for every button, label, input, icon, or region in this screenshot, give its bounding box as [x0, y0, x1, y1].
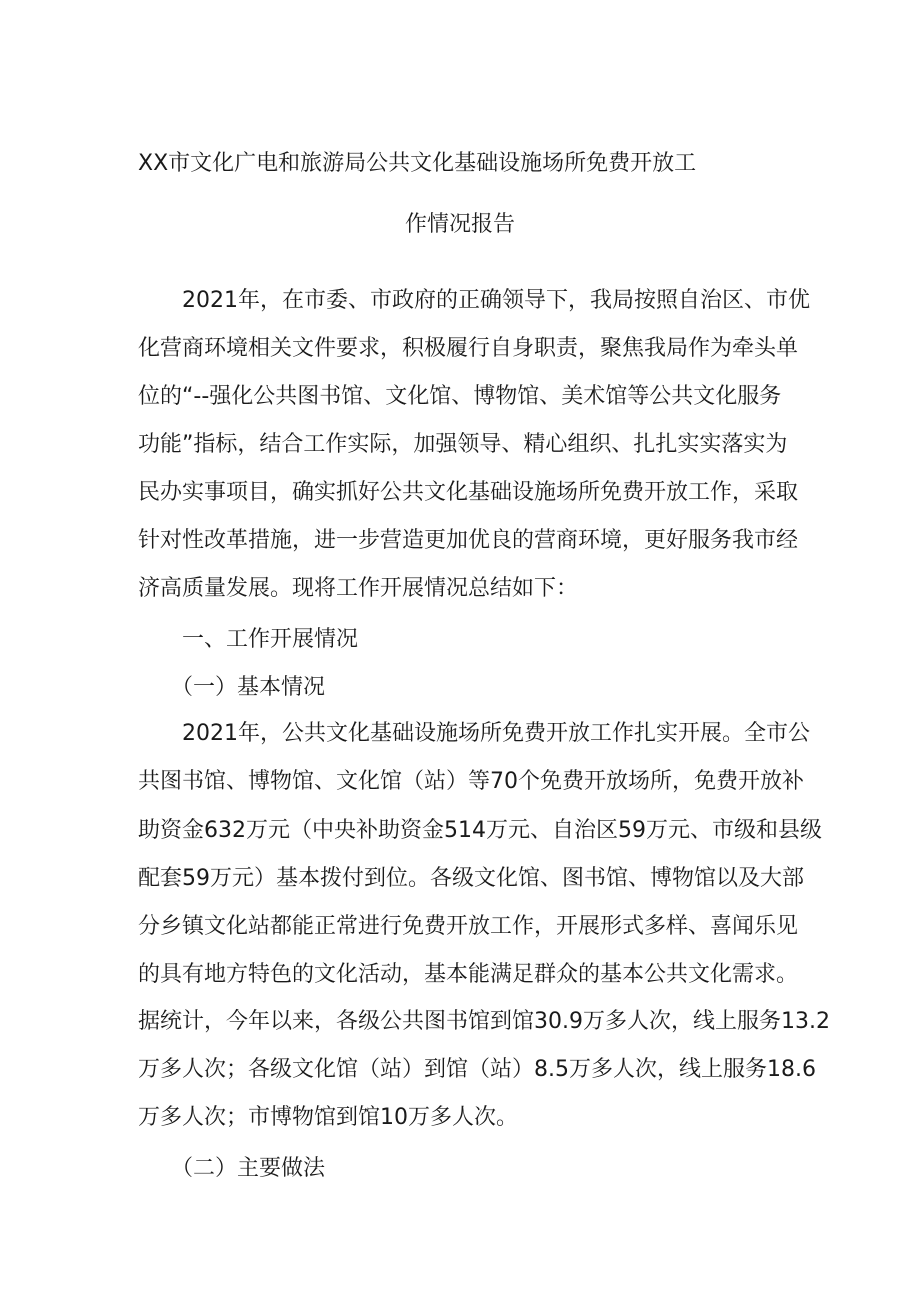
body-line: 助资金632万元（中央补助资金514万元、自治区59万元、市级和县级	[138, 818, 822, 843]
document-title-line-2: 作情况报告	[404, 212, 515, 237]
subsection-heading: （二）主要做法	[138, 1156, 326, 1181]
body-line: 2021年，在市委、市政府的正确领导下，我局按照自治区、市优	[138, 288, 810, 313]
body-line: 共图书馆、博物馆、文化馆（站）等70个免费开放场所，免费开放补	[138, 769, 804, 794]
body-line: 万多人次；市博物馆到馆10万多人次。	[138, 1105, 518, 1130]
document-title-line-1: XX市文化广电和旅游局公共文化基础设施场所免费开放工	[138, 151, 697, 176]
body-line: 据统计，今年以来，各级公共图书馆到馆30.9万多人次，线上服务13.2	[138, 1009, 830, 1034]
body-line: 万多人次；各级文化馆（站）到馆（站）8.5万多人次，线上服务18.6	[138, 1057, 816, 1082]
body-line: 针对性改革措施，进一步营造更加优良的营商环境，更好服务我市经	[138, 528, 799, 553]
body-line: 位的“--强化公共图书馆、文化馆、博物馆、美术馆等公共文化服务	[138, 384, 782, 409]
body-line: 分乡镇文化站都能正常进行免费开放工作，开展形式多样、喜闻乐见	[138, 914, 799, 939]
body-line: 2021年，公共文化基础设施场所免费开放工作扎实开展。全市公	[138, 721, 810, 746]
body-line: 民办实事项目，确实抓好公共文化基础设施场所免费开放工作，采取	[138, 480, 799, 505]
subsection-heading: （一）基本情况	[138, 675, 326, 700]
body-line: 化营商环境相关文件要求，积极履行自身职责，聚焦我局作为牵头单	[138, 336, 799, 361]
section-heading: 一、工作开展情况	[138, 627, 359, 652]
body-line: 功能”指标，结合工作实际，加强领导、精心组织、扎扎实实落实为	[138, 432, 788, 457]
body-line: 配套59万元）基本拨付到位。各级文化馆、图书馆、博物馆以及大部	[138, 866, 804, 891]
body-line: 济高质量发展。现将工作开展情况总结如下：	[138, 576, 579, 601]
body-line: 的具有地方特色的文化活动，基本能满足群众的基本公共文化需求。	[138, 962, 799, 987]
